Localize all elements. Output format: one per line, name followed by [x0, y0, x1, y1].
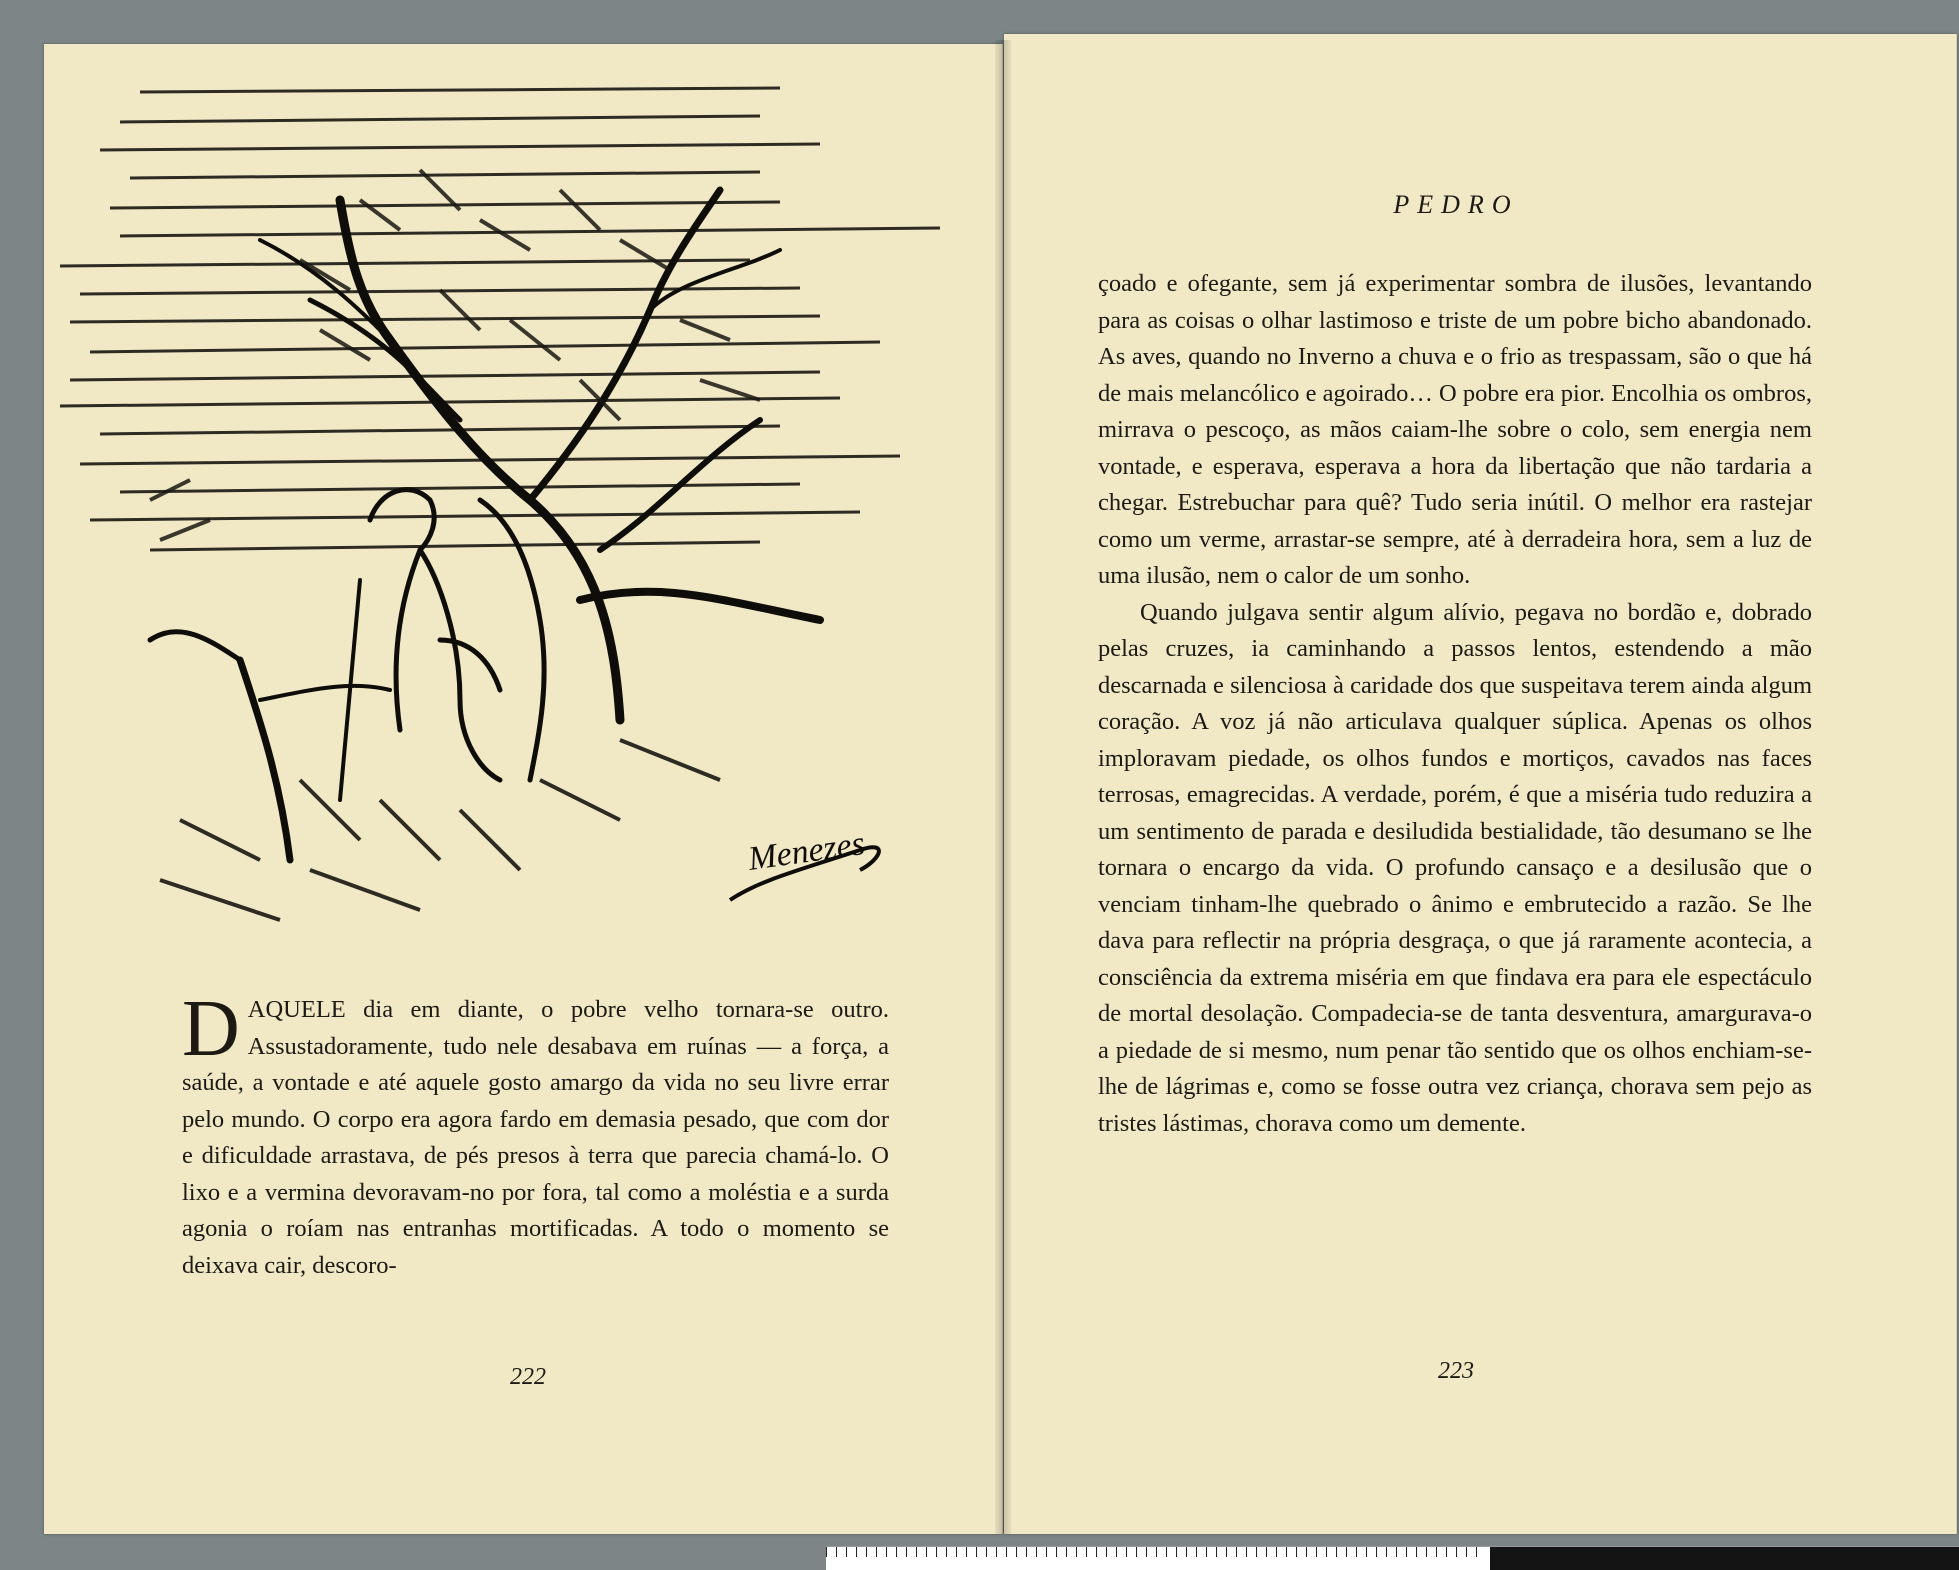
ruler-tick	[1266, 1547, 1267, 1557]
ruler-tick	[1316, 1547, 1317, 1557]
ruler-tick	[1206, 1547, 1207, 1557]
ruler-tick	[1296, 1547, 1297, 1557]
ruler-tick	[1226, 1547, 1227, 1557]
ruler-tick	[836, 1547, 837, 1557]
ruler-tick	[1036, 1547, 1037, 1557]
ruler-tick	[1186, 1547, 1187, 1557]
opening-paragraph-text: dia em diante, o pobre velho tornara-se outro. Assustadoramente, tudo nele desabava em ruínas — a força, a saúde, a vontade e até aquele gosto amargo da vida no seu livre errar pelo mundo. O corpo era agora fardo em demasia pesado, que com dor e dificuldade arrastava, de pés presos à terra que parecia chamá-lo. O lixo e a vermina devoravam-no por fora, tal como a moléstia e a surda agonia o roíam nas entranhas mortificadas. A todo o momento se deixava cair, descoro-	[182, 996, 889, 1279]
ruler-tick	[1416, 1547, 1417, 1557]
page-number-left: 222	[510, 1364, 546, 1390]
artist-signature: Menezes	[745, 824, 868, 878]
ruler-tick	[1006, 1547, 1007, 1557]
ruler-tick	[1026, 1547, 1027, 1557]
continued-paragraph: çoado e ofegante, sem já experimentar sombra de ilusões, levantando para as coisas o olhar lastimoso e triste de um pobre bicho abandonado. As aves, quando no Inverno a chuva e o frio as trespassam, são o que há de mais melancólico e agoirado… O pobre era pior. Encolhia os ombros, mirrava o pescoço, as mãos caiam-lhe sobre o colo, sem energia nem vontade, e esperava, esperava a hora da libertação que não tardaria a chegar. Estrebuchar para quê? Tudo seria inútil. O melhor era rastejar como um verme, arrastar-se sempre, até à derradeira hora, sem a luz de uma ilusão, nem o calor de um sonho.	[1098, 270, 1812, 589]
ruler-tick	[1476, 1547, 1477, 1557]
drop-cap: D	[182, 985, 240, 1073]
ruler-tick	[1176, 1547, 1177, 1557]
ruler-tick	[1196, 1547, 1197, 1557]
ruler-tick	[1386, 1547, 1387, 1557]
ruler-tick	[1286, 1547, 1287, 1557]
ruler-tick	[1056, 1547, 1057, 1557]
right-page-text	[1098, 266, 1812, 1142]
ruler-tick	[1376, 1547, 1377, 1557]
ruler-tick	[896, 1547, 897, 1557]
ruler-tick	[1066, 1547, 1067, 1557]
ruler-tick	[876, 1547, 877, 1557]
old-man-figure	[340, 490, 544, 800]
ruler-tick	[1426, 1547, 1427, 1557]
sky-hatching	[60, 88, 940, 550]
ruler-tick	[976, 1547, 977, 1557]
ruler-tick	[1446, 1547, 1447, 1557]
ruler-tick	[1306, 1547, 1307, 1557]
ruler-tick	[1106, 1547, 1107, 1557]
ruler-dark-segment	[1490, 1547, 1959, 1570]
ruler-tick	[866, 1547, 867, 1557]
ruler-tick	[1076, 1547, 1077, 1557]
ruler-tick	[1246, 1547, 1247, 1557]
ruler-tick	[1466, 1547, 1467, 1557]
ruler-tick	[1086, 1547, 1087, 1557]
ruler-tick	[1016, 1547, 1017, 1557]
ruler-tick	[966, 1547, 967, 1557]
page-number-right: 223	[1438, 1358, 1474, 1384]
ruler-tick	[1166, 1547, 1167, 1557]
left-page-text	[182, 985, 889, 1284]
ruler-tick	[906, 1547, 907, 1557]
second-paragraph: Quando julgava sentir algum alívio, pegava no bordão e, dobrado pelas cruzes, ia caminhando a passos lentos, estendendo a mão descarnada e silenciosa à caridade dos que suspeitava terem ainda algum coração. A voz já não articulava qualquer súplica. Apenas os olhos imploravam piedade, os olhos fundos e mortiços, cavados nas faces terrosas, emagrecidas. A verdade, porém, é que a miséria tudo reduzira a um sentimento de parada e desiludida bestialidade, tão desumano se lhe tornara o encargo da vida. O profundo cansaço e a desilusão que o venciam tinham-lhe quebrado o ânimo e embrutecido a razão. Se lhe dava para reflectir na própria desgraça, o que já raramente acontecia, a consciência da extrema miséria em que findava era para ele espectáculo de mortal desolação. Compadecia-se de tanta desventura, amargurava-o a piedade de si mesmo, num penar tão sentido que os olhos enchiam-se-lhe de lágrimas e, como se fosse outra vez criança, chorava sem pejo as tristes lástimas, chorava como um demente.	[1098, 598, 1812, 1137]
ruler-tick	[1276, 1547, 1277, 1557]
ruler-tick	[886, 1547, 887, 1557]
ruler-tick	[1136, 1547, 1137, 1557]
scale-ruler	[826, 1546, 1959, 1570]
ruler-tick	[1146, 1547, 1147, 1557]
opening-word: AQUELE	[247, 996, 346, 1023]
ruler-tick	[956, 1547, 957, 1557]
ruler-tick	[1356, 1547, 1357, 1557]
ruler-tick	[916, 1547, 917, 1557]
ruler-tick	[826, 1547, 827, 1557]
ruler-tick	[926, 1547, 927, 1557]
ruler-tick	[946, 1547, 947, 1557]
ruler-tick	[996, 1547, 997, 1557]
ruler-tick	[1156, 1547, 1157, 1557]
ruler-tick	[1216, 1547, 1217, 1557]
ruler-tick	[1236, 1547, 1237, 1557]
ruler-tick	[1116, 1547, 1117, 1557]
ruler-tick	[856, 1547, 857, 1557]
ruler-tick	[1126, 1547, 1127, 1557]
running-title: PEDRO	[1393, 190, 1519, 219]
ruler-tick	[1456, 1547, 1457, 1557]
ruler-tick	[1406, 1547, 1407, 1557]
ruler-tick	[1336, 1547, 1337, 1557]
ruler-tick	[1096, 1547, 1097, 1557]
ruler-tick	[1256, 1547, 1257, 1557]
ruler-tick	[1396, 1547, 1397, 1557]
ruler-tick	[936, 1547, 937, 1557]
ruler-tick	[1346, 1547, 1347, 1557]
ruler-tick	[1326, 1547, 1327, 1557]
ruler-tick	[846, 1547, 847, 1557]
ink-illustration	[60, 80, 1000, 950]
ruler-tick	[986, 1547, 987, 1557]
opening-paragraph	[182, 985, 889, 1284]
ruler-tick	[1366, 1547, 1367, 1557]
ruler-tick	[1436, 1547, 1437, 1557]
ruler-tick	[1046, 1547, 1047, 1557]
ground-strokes	[160, 740, 720, 920]
